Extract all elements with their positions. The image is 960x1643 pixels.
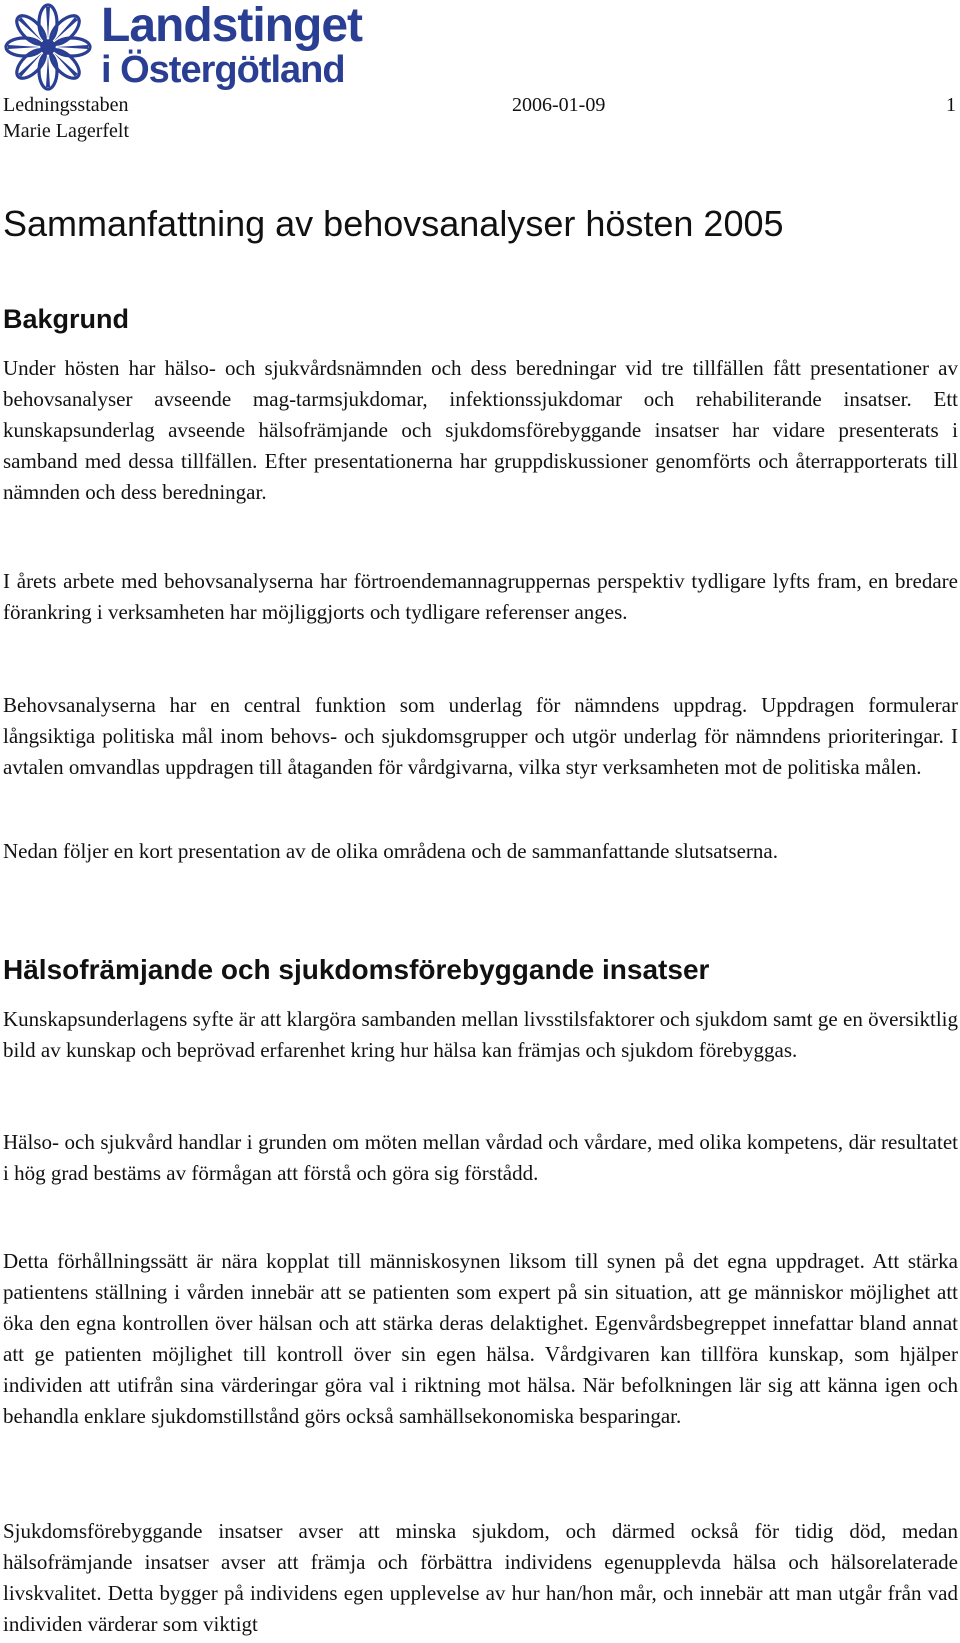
header-date: 2006-01-09	[512, 94, 606, 116]
flower-emblem-icon	[2, 2, 98, 92]
logo-wordmark-line2: i Östergötland	[101, 49, 345, 91]
paragraph: Sjukdomsförebyggande insatser avser att minska sjukdom, och därmed också för tidig död, medan hälsofrämjande insatser avser att främja och förbättra individens egenupplevda hälsa och hälsorelaterade livskvalitet. Detta bygger på individens egen upplevelse av hur han/hon mår, och innebär att man utgår från vad individen värderar som viktigt	[3, 1519, 958, 1636]
logo-wordmark-line1: Landstinget	[101, 0, 362, 52]
paragraph: Detta förhållningssätt är nära kopplat till människosynen liksom till synen på det egna uppdraget. Att stärka patientens ställning i vården innebär att se patienten som expert på sin situation, att ge människor möjlighet att öka den egna kontrollen över hälsan och att stärka deras delaktighet. Egenvårdsbegreppet innefattar bland annat att ge patienten möjlighet till kontroll över sin egen hälsa. Vårdgivaren kan tillföra kunskap, som hjälper individen att utifrån sina värderingar göra val i riktning mot hälsa. När befolkningen lär sig att känna igen och behandla enklare sjukdomstillstånd görs också samhällsekonomiska besparingar.	[3, 1249, 958, 1428]
header-department: Ledningsstaben	[3, 94, 129, 116]
document-title: Sammanfattning av behovsanalyser hösten 2005	[3, 203, 784, 244]
paragraph: Hälso- och sjukvård handlar i grunden om möten mellan vårdad och vårdare, med olika kompetens, där resultatet i hög grad bestäms av förmågan att förstå och göra sig förstådd.	[3, 1130, 958, 1185]
header-author: Marie Lagerfelt	[3, 120, 130, 142]
page-number: 1	[946, 94, 956, 116]
paragraph: I årets arbete med behovsanalyserna har förtroendemannagruppernas perspektiv tydligare lyfts fram, en bredare förankring i verksamheten har möjliggjorts och tydligare referenser anges.	[3, 569, 958, 624]
paragraph: Kunskapsunderlagens syfte är att klargöra sambanden mellan livsstilsfaktorer och sjukdom samt ge en översiktlig bild av kunskap och beprövad erfarenhet kring hur hälsa kan främjas och sjukdom förebyggas.	[3, 1007, 958, 1062]
paragraph: Under hösten har hälso- och sjukvårdsnämnden och dess beredningar vid tre tillfällen fått presentationer av behovsanalyser avseende mag-tarmsjukdomar, infektionssjukdomar och rehabiliterande insatser. Ett kunskapsunderlag avseende hälsofrämjande och sjukdomsförebyggande insatser har vidare presenterats i samband med dessa tillfällen. Efter presentationerna har gruppdiskussioner genomförts och återrapporterats till nämnden och dess beredningar.	[3, 356, 958, 504]
section-heading-bakgrund: Bakgrund	[3, 304, 130, 334]
landstinget-logo	[2, 2, 372, 92]
section-heading-halsoframjande: Hälsofrämjande och sjukdomsförebyggande insatser	[3, 954, 710, 985]
paragraph: Nedan följer en kort presentation av de olika områdena och de sammanfattande slutsatserna.	[3, 839, 778, 863]
paragraph: Behovsanalyserna har en central funktion som underlag för nämndens uppdrag. Uppdragen formulerar långsiktiga politiska mål inom behovs- och sjukdomsgrupper och utgör underlag för nämndens prioriteringar. I avtalen omvandlas uppdragen till åtaganden för vårdgivarna, vilka styr verksamheten mot de politiska målen.	[3, 693, 958, 779]
